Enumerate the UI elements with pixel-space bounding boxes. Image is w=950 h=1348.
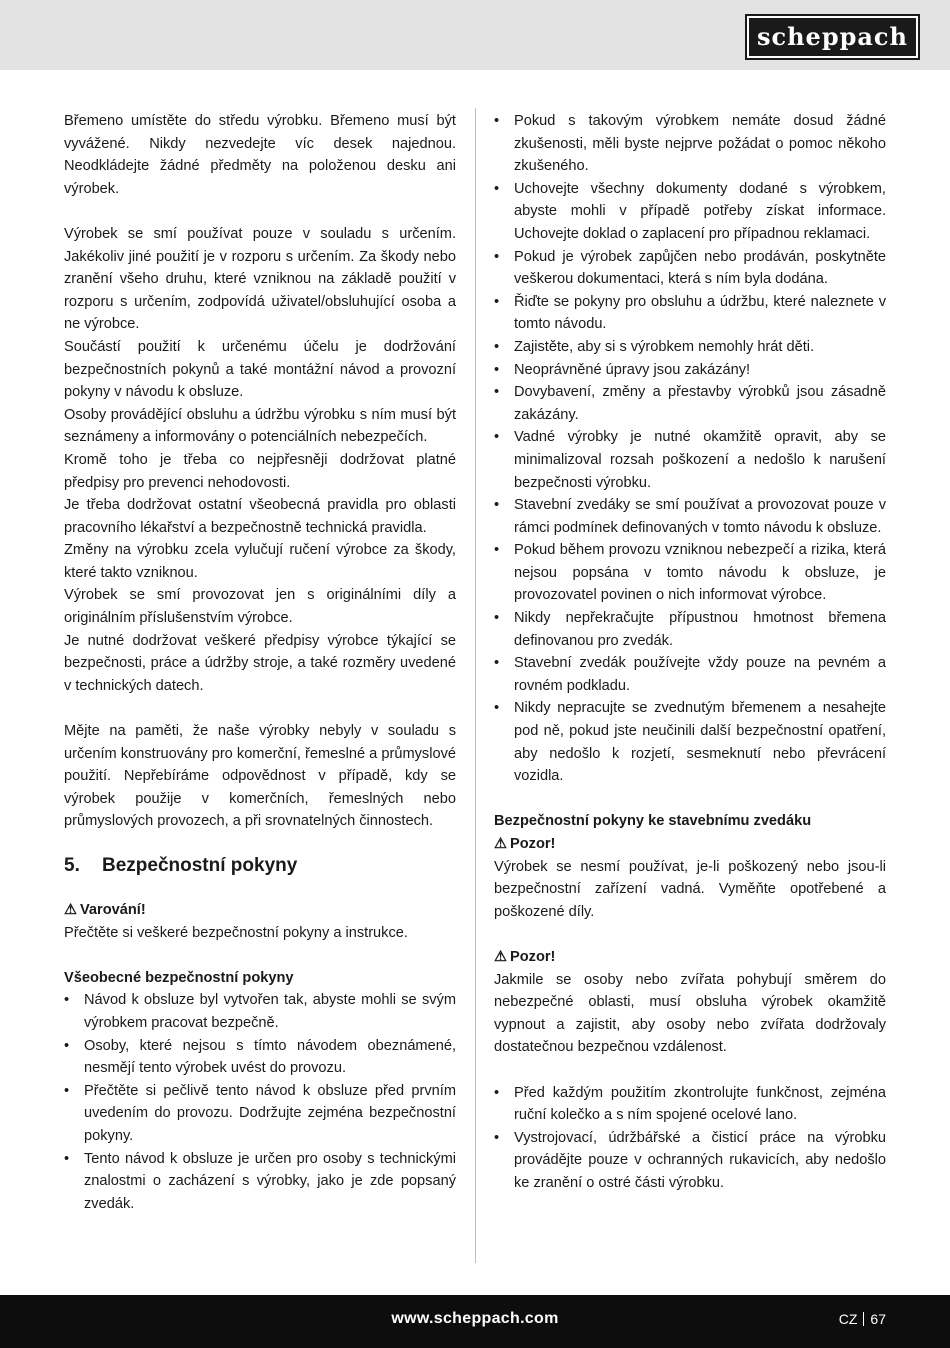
page-indicator [839,1295,886,1343]
bullet-icon: • [494,384,500,401]
warning-title: Varování! [80,902,146,918]
list-item: • Návod k obsluze byl vytvořen tak, abyste mohli se svým výrobkem pracovat bezpečně. [64,989,456,1034]
separator [863,1312,864,1326]
general-safety-heading: Všeobecné bezpečnostní pokyny [64,969,294,986]
bullet-icon: • [494,429,500,446]
paragraph: Břemeno umístěte do středu výrobku. Břemeno musí být vyvážené. Nikdy nezvedejte víc desek najednou. Neodkládejte žádné předměty na položenou desku ani výrobek. [64,113,456,197]
bullet-icon: • [494,293,500,310]
bullet-icon: • [494,338,500,355]
list-item: • Osoby, které nejsou s tímto návodem obeznámené, nesmějí tento výrobek uvést do provozu. [64,1035,456,1080]
page-number: 67 [870,1311,886,1327]
bullet-icon: • [494,361,500,378]
paragraph: Osoby provádějící obsluhu a údržbu výrobku s ním musí být seznámeny a informovány o potenciálních nebezpečích. [64,406,456,446]
header-bar [0,0,950,70]
paragraph: Je třeba dodržovat ostatní všeobecná pravidla pro oblasti pracovního lékařství a bezpečnostně technická pravidla. [64,497,456,536]
bullet-icon: • [64,1082,70,1099]
bullet-icon: • [494,497,500,514]
list-item: • Nikdy nepracujte se zvednutým břemenem a nesahejte pod ně, pokud jste neučinili další bezpečnostní opatření, aby nedošlo k rozjetí, sesmeknutí nebo převrácení vozidla. [494,697,886,787]
list-item: • Vystrojovací, údržbářské a čisticí práce na výrobku provádějte pouze v ochranných rukavicích, aby nedošlo ke zranění o ostré části výrobku. [494,1127,886,1195]
bullet-icon: • [494,542,500,559]
list-item: • Tento návod k obsluze je určen pro osoby s technickými znalostmi o zacházení s výrobky, jako je zde popsaný zvedák. [64,1148,456,1216]
bullet-icon: • [64,1150,70,1167]
bullet-icon: • [494,1129,500,1146]
warning-icon: ⚠ [494,836,508,852]
scheppach-logo: scheppach [747,16,918,58]
column-divider [475,108,476,1263]
bullet-icon: • [494,180,500,197]
section-heading [64,853,456,879]
section-title: Bezpečnostní pokyny [102,855,298,876]
bullet-icon: • [494,1084,500,1101]
list-item: • Nikdy nepřekračujte přípustnou hmotnost břemena definovanou pro zvedák. [494,607,886,652]
paragraph: Mějte na paměti, že naše výrobky nebyly v souladu s určením konstruovány pro komerční, řemeslné a průmyslové použití. Nepřebíráme odpovědnost v případě, kdy se výrobek použije v komerčních, řemeslných nebo průmyslových provozech, a při srovnatelných činnostech. [64,723,456,830]
list-item: • Stavební zvedáky se smí používat a provozovat pouze v rámci podmínek definovaných v tomto návodu k obsluze. [494,494,886,539]
left-column [64,110,456,1215]
list-item: • Před každým použitím zkontrolujte funkčnost, zejména ruční kolečko a s ním spojené ocelové lano. [494,1082,886,1127]
warning-icon: ⚠ [494,948,508,965]
paragraph: Je nutné dodržovat veškeré předpisy výrobce týkající se bezpečnosti, práce a údržby stroje, a také rozměry uvedené v technických datech. [64,632,456,694]
final-safety-list [494,1082,886,1195]
list-item: • Zajistěte, aby si s výrobkem nemohly hrát děti. [494,336,886,359]
list-item: • Dovybavení, změny a přestavby výrobků jsou zásadně zakázány. [494,381,886,426]
list-item: • Pokud je výrobek zapůjčen nebo prodáván, poskytněte veškerou dokumentaci, která s ním byla dodána. [494,246,886,291]
right-column [494,110,886,1195]
list-item: • Řiďte se pokyny pro obsluhu a údržbu, které naleznete v tomto návodu. [494,291,886,336]
bullet-icon: • [494,113,500,129]
caution-text: Výrobek se nesmí používat, je-li poškozený nebo jsou-li bezpečnostní zařízení vadná. Vyměňte opotřebené a poškozené díly. [494,858,886,920]
paragraph: Kromě toho je třeba co nejpřesněji dodržovat platné předpisy pro prevenci nehodovosti. [64,451,456,491]
caution-heading: ⚠ Pozor! [494,833,886,856]
paragraph: Výrobek se smí provozovat jen s originálními díly a originálním příslušenstvím výrobce. [64,587,456,627]
jack-safety-heading: Bezpečnostní pokyny ke stavebnímu zvedáku [494,813,812,830]
list-item: • Vadné výrobky je nutné okamžitě opravit, aby se minimalizoval rozsah poškození a nedošlo k narušení bezpečnosti výrobku. [494,426,886,494]
safety-list [494,110,886,788]
warning-heading [64,899,456,922]
warning-icon: ⚠ [64,902,78,918]
paragraph: Změny na výrobku zcela vylučují ručení výrobce za škody, které takto vzniknou. [64,542,456,581]
paragraph: Výrobek se smí používat pouze v souladu s určením. Jakékoliv jiné použití je v rozporu s určením. Za škody nebo zranění všeho druhu, které vzniknou na základě použití v rozporu s určením, zodpovídá uživatel/obsluhující osoba a ne výrobce. [64,225,456,333]
bullet-icon: • [64,992,70,1009]
language-code: CZ [838,1311,858,1327]
bullet-icon: • [494,655,500,672]
list-item: • Neoprávněné úpravy jsou zakázány! [494,359,886,382]
caution-heading: ⚠ Pozor! [494,946,886,969]
footer-bar [0,1295,950,1348]
list-item: • Stavební zvedák používejte vždy pouze na pevném a rovném podkladu. [494,652,886,697]
list-item: • Uchovejte všechny dokumenty dodané s výrobkem, abyste mohli v případě potřeby získat informace. Uchovejte doklad o zaplacení pro případnou reklamaci. [494,178,886,246]
list-item: • Přečtěte si pečlivě tento návod k obsluze před prvním uvedením do provozu. Dodržujte zejména bezpečnostní pokyny. [64,1080,456,1148]
warning-text: Přečtěte si veškeré bezpečnostní pokyny a instrukce. [64,924,408,941]
website-link[interactable]: www.scheppach.com [391,1310,559,1327]
bullet-icon: • [494,700,500,717]
caution-text: Jakmile se osoby nebo zvířata pohybují směrem do nebezpečné oblasti, musí obsluha výrobek okamžitě vypnout a zajistit, aby osoby nebo zvířata dodržovaly dostatečnou bezpečnou vzdálenost. [494,971,886,1056]
bullet-icon: • [494,248,500,265]
list-item: • Pokud s takovým výrobkem nemáte dosud žádné zkušenosti, měli byste nejprve požádat o pomoc někoho zkušeného. [494,110,886,178]
bullet-icon: • [494,610,500,627]
list-item: • Pokud během provozu vzniknou nebezpečí a rizika, která nejsou popsána v tomto návodu k obsluze, je provozovatel povinen o nich informovat výrobce. [494,539,886,607]
bullet-icon: • [64,1037,70,1054]
section-number: 5. [64,855,80,876]
general-safety-list [64,989,456,1215]
paragraph: Součástí použití k určenému účelu je dodržování bezpečnostních pokynů a také montážní návod a provozní pokyny v návodu k obsluze. [64,338,456,401]
